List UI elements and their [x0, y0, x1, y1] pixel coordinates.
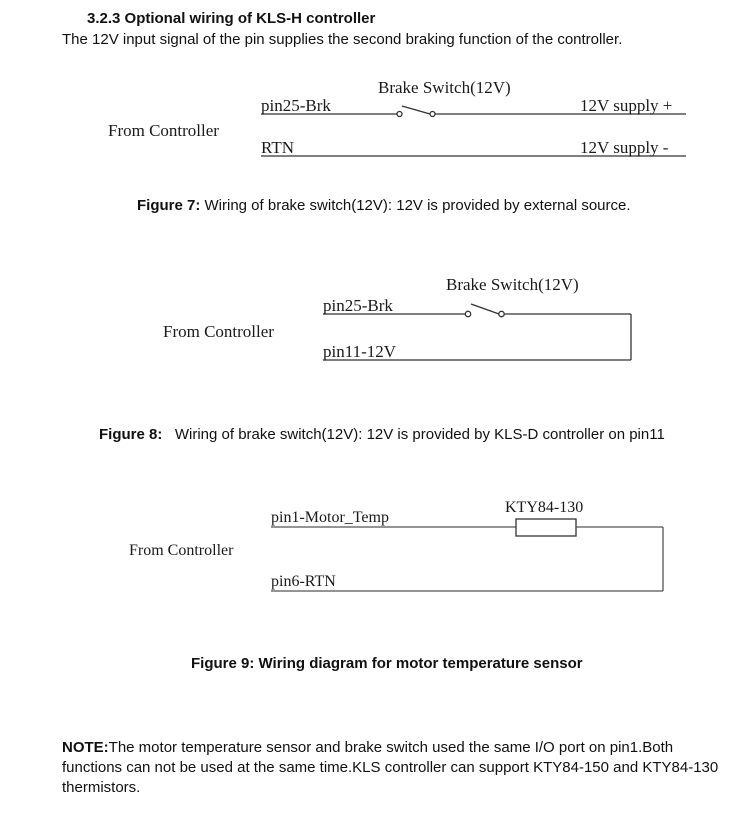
section-heading: 3.2.3 Optional wiring of KLS-H controller — [87, 10, 376, 27]
note-text: The motor temperature sensor and brake switch used the same I/O port on pin1.Both functions can not be used at the same time.KLS controller can support KTY84-150 and KTY84-130 thermistors. — [62, 739, 719, 796]
caption-text: Wiring of brake switch(12V): 12V is provided by external source. — [200, 197, 631, 214]
caption-text: Wiring of brake switch(12V): 12V is provided by KLS-D controller on pin11 — [162, 426, 665, 443]
note-paragraph — [62, 738, 732, 798]
switch-blade — [402, 106, 430, 114]
figure9-caption: Figure 9: Wiring diagram for motor temperature sensor — [191, 655, 583, 672]
brake-switch-label: Brake Switch(12V) — [446, 275, 579, 294]
pin-label: RTN — [261, 138, 294, 157]
section-intro: The 12V input signal of the pin supplies the second braking function of the controller. — [62, 31, 623, 48]
from-controller-label: From Controller — [108, 121, 219, 140]
from-controller-label: From Controller — [163, 322, 274, 341]
from-controller-label: From Controller — [129, 542, 234, 559]
supply-minus-label: 12V supply - — [580, 138, 669, 157]
supply-plus-label: 12V supply + — [580, 96, 673, 115]
pin-label: pin6-RTN — [271, 573, 336, 590]
thermistor-label: KTY84-130 — [505, 499, 584, 516]
pin-label: pin25-Brk — [323, 296, 393, 315]
figure-number: Figure 8: — [99, 426, 163, 443]
note-label: NOTE: — [62, 739, 109, 756]
figure8-caption — [99, 426, 665, 443]
figure-number: Figure 7: — [137, 197, 201, 214]
pin-label: pin1-Motor_Temp — [271, 509, 389, 526]
pin-label: pin25-Brk — [261, 96, 331, 115]
pin-label: pin11-12V — [323, 342, 397, 361]
figure7-caption — [137, 197, 631, 214]
brake-switch-label: Brake Switch(12V) — [378, 78, 511, 97]
